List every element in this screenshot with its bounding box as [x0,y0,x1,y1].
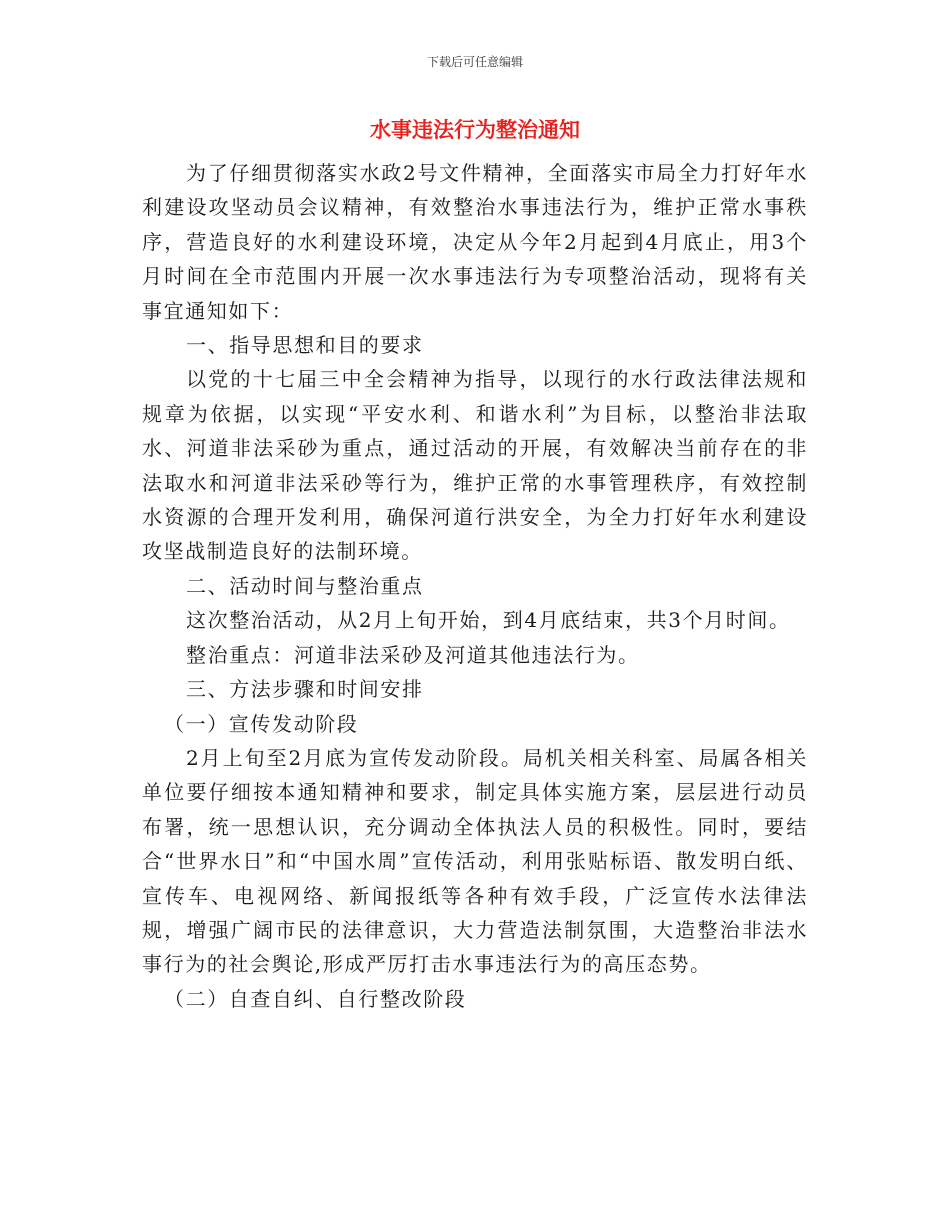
body-paragraph: 以党的十七届三中全会精神为指导，以现行的水行政法律法规和规章为依据，以实现“平安水利、和谐水利”为目标，以整治非法取水、河道非法采砂为重点，通过活动的开展，有效解决当前存在的非法取水和河道非法采砂等行为，维护正常的水事管理秩序，有效控制水资源的合理开发利用，确保河道行洪安全，为全力打好年水利建设攻坚战制造良好的法制环境。 [142,367,808,564]
section-heading-3: 三、方法步骤和时间安排 [186,677,424,702]
document-body [142,156,808,1016]
subsection-heading-1: （一）宣传发动阶段 [164,711,359,736]
intro-paragraph: 为了仔细贯彻落实水政2号文件精神，全面落实市局全力打好年水利建设攻坚动员会议精神，有效整治水事违法行为，维护正常水事秩序，营造良好的水利建设环境，决定从今年2月起到4月底止，用3个月时间在全市范围内开展一次水事违法行为专项整治活动，现将有关事宜通知如下： [142,161,808,323]
body-paragraph: 整治重点：河道非法采砂及河道其他违法行为。 [186,642,640,667]
header-note: 下载后可任意编辑 [426,55,523,69]
subsection-heading-2: （二）自查自纠、自行整改阶段 [164,986,467,1011]
document-title: 水事违法行为整治通知 [370,118,580,142]
section-heading-1: 一、指导思想和目的要求 [186,333,424,358]
body-paragraph: 2月上旬至2月底为宣传发动阶段。局机关相关科室、局属各相关单位要仔细按本通知精神和要求，制定具体实施方案，层层进行动员布署，统一思想认识，充分调动全体执法人员的积极性。同时，要结合“世界水日”和“中国水周”宣传活动，利用张贴标语、散发明白纸、宣传车、电视网络、新闻报纸等各种有效手段，广泛宣传水法律法规，增强广阔市民的法律意识，大力营造法制氛围，大造整治非法水事行为的社会舆论,形成严厉打击水事违法行为的高压态势。 [142,745,808,977]
body-paragraph: 这次整治活动，从2月上旬开始，到4月底结束，共3个月时间。 [186,608,791,633]
section-heading-2: 二、活动时间与整治重点 [186,573,424,598]
